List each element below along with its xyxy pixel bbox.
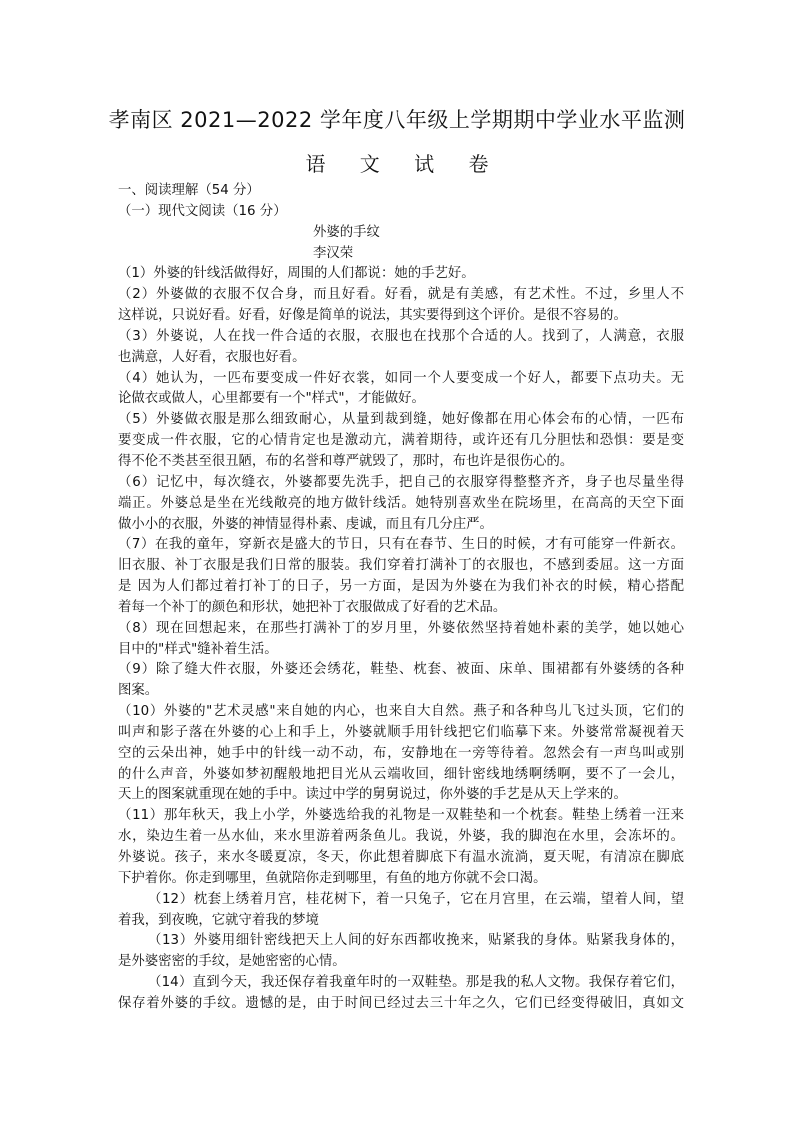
sub-section-heading: （一）现代文阅读（16 分） <box>118 203 287 219</box>
paragraph-line: 论做衣或做人，心里都要有一个"样式"，才能做好。 <box>118 391 425 407</box>
paragraph-line: 着每一个补丁的颜色和形状，她把补丁衣服做成了好看的艺术品。 <box>118 599 507 615</box>
paragraph-line: 要变成一件衣服，它的心情肯定也是激动亢，满着期待，或许还有几分胆怯和恐惧：要是变 <box>118 433 684 449</box>
paragraph-line: （8）现在回想起来，在那些打满补丁的岁月里，外婆依然坚持着她朴素的美学，她以她心 <box>118 620 684 636</box>
exam-subtitle: 语 文 试 卷 <box>305 152 503 176</box>
paragraph-line: （14）直到今天，我还保存着我童年时的一双鞋垫。那是我的私人文物。我保存着它们， <box>148 975 684 991</box>
paragraph-line: 目中的"样式"缝补着生活。 <box>118 641 278 657</box>
paragraph-line: （11）那年秋天，我上小学，外婆选给我的礼物是一双鞋垫和一个枕套。鞋垫上绣着一汪来 <box>118 808 684 824</box>
paragraph-line: 端正。外婆总是坐在光线敞亮的地方做针线活。她特别喜欢坐在院场里，在高高的天空下面 <box>118 495 684 511</box>
exam-body <box>118 181 684 1015</box>
paragraph-line: 叫声和影子落在外婆的心上和手上，外婆就顺手用针线把它们临摹下来。外婆常常凝视着天 <box>118 724 684 740</box>
paragraph-line: 天上的图案就重现在她的手中。读过中学的舅舅说过，你外婆的手艺是从天上学来的。 <box>118 787 627 803</box>
paragraph-line: （3）外婆说，人在找一件合适的衣服，衣服也在找那个合适的人。找到了，人满意，衣服 <box>118 328 684 344</box>
paragraph-line: 着我，到夜晚，它就守着我的梦境 <box>118 912 319 928</box>
paragraph-line: 是外婆密密的手纹，是她密密的心情。 <box>118 954 346 970</box>
article-author: 李汉荣 <box>313 245 354 261</box>
paragraph-line: 旧衣服、补丁衣服是我们日常的服装。我们穿着打满补丁的衣服也，不感到委屈。这一方面 <box>118 558 684 574</box>
paragraph-line: （4）她认为，一匹布要变成一件好衣裳，如同一个人要变成一个好人，都要下点功夫。无 <box>118 370 684 386</box>
paragraph-line: 得不伦不类甚至很丑陋，布的名誉和尊严就毁了，那时，布也许是很伤心的。 <box>118 453 574 469</box>
paragraph-line: （13）外婆用细针密线把天上人间的好东西都收挽来，贴紧我的身体。贴紧我身体的， <box>148 933 684 949</box>
exam-title: 孝南区 2021—2022 学年度八年级上学期期中学业水平监测 <box>108 108 686 132</box>
paragraph-line: （10）外婆的"艺术灵感"来自她的内心，也来自大自然。燕子和各种鸟儿飞过头顶，它们的 <box>118 704 684 720</box>
paragraph-line: （9）除了缝大件衣服，外婆还会绣花，鞋垫、枕套、被面、床单、围裙都有外婆绣的各种 <box>118 662 684 678</box>
paragraph-line: 外婆说。孩子，来水冬暖夏凉，冬天，你此想着脚底下有温水流淌，夏天呢，有清凉在脚底 <box>118 850 684 865</box>
paragraph-line: 也满意，人好看，衣服也好看。 <box>118 349 306 365</box>
paragraph-line: （6）记忆中，每次缝衣，外婆都要先洗手，把自己的衣服穿得整整齐齐，身子也尽量坐得 <box>118 474 684 490</box>
paragraph-line: 的什么声音，外婆如梦初醒般地把目光从云端收回，细针密线地绣啊绣啊，要不了一会儿， <box>118 766 684 782</box>
paragraph-line: 保存着外婆的手纹。遗憾的是，由于时间已经过去三十年之久，它们已经变得破旧，真如文 <box>118 995 684 1011</box>
paragraph-line: 是 因为人们都过着打补丁的日子，另一方面，是因为外婆在为我们补衣的时候，精心搭配 <box>118 579 684 595</box>
paragraph-line: （5）外婆做衣服是那么细致耐心，从量到裁到缝，她好像都在用心体会布的心情，一匹布 <box>118 412 684 428</box>
section-heading: 一、阅读理解（54 分） <box>118 183 260 198</box>
paragraph-line: （2）外婆做的衣服不仅合身，而且好看。好看，就是有美感，有艺术性。不过，乡里人不 <box>118 287 684 303</box>
paragraph-line: 下护着你。你走到哪里，鱼就陪你走到哪里，有鱼的地方你就不会口渴。 <box>118 870 547 886</box>
paragraph-line: 做小小的衣服，外婆的神情显得朴素、虔诚，而且有几分庄严。 <box>118 516 493 532</box>
paragraph-line: （7）在我的童年，穿新衣是盛大的节日，只有在春节、生日的时候，才有可能穿一件新衣。 <box>118 537 684 553</box>
paragraph-line: （12）枕套上绣着月宫，桂花树下，着一只兔子，它在月宫里，在云端，望着人间，望 <box>148 891 684 907</box>
paragraph-line: 图案。 <box>118 683 159 699</box>
paragraph-line: 空的云朵出神，她手中的针线一动不动，布，安静地在一旁等待着。忽然会有一声鸟叫或别 <box>118 745 684 761</box>
paragraph-line: 水，染边生着一丛水仙，来水里游着两条鱼儿。我说，外婆，我的脚泡在水里，会冻坏的。 <box>118 829 684 845</box>
paragraph-line: （1）外婆的针线活做得好，周围的人们都说：她的手艺好。 <box>118 266 475 282</box>
article-title: 外婆的手纹 <box>313 224 380 240</box>
paragraph-line: 这样说，只说好看。好看，好像是简单的说法，其实要得到这个评价。是很不容易的。 <box>118 308 627 324</box>
